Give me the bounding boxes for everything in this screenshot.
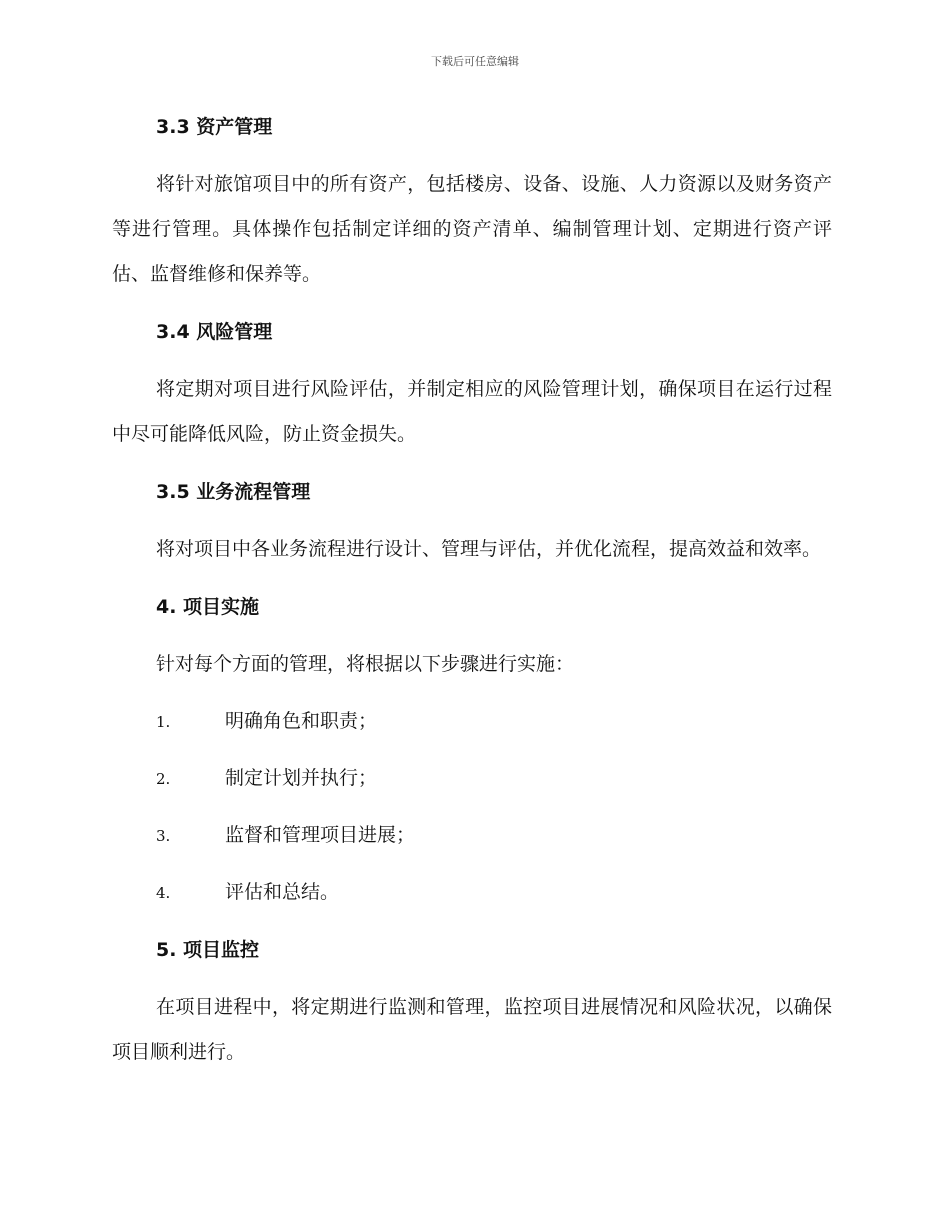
- section-heading-3-4: 3.4 风险管理: [156, 321, 273, 343]
- section-paragraph-3-4: 将定期对项目进行风险评估，并制定相应的风险管理计划，确保项目在运行过程中尽可能降低风险，防止资金损失。: [112, 378, 832, 445]
- section-paragraph-4: 针对每个方面的管理，将根据以下步骤进行实施：: [156, 653, 575, 675]
- list-item-number: 1.: [156, 713, 171, 731]
- list-item: [112, 813, 832, 858]
- section-heading-3-3: 3.3 资产管理: [156, 116, 273, 138]
- section-heading-5: 5. 项目监控: [156, 939, 260, 961]
- list-item: [112, 756, 832, 801]
- header-note: 下载后可任意编辑: [431, 55, 519, 68]
- section-paragraph-5: 在项目进程中，将定期进行监测和管理，监控项目进展情况和风险状况，以确保项目顺利进行。: [112, 996, 832, 1063]
- section-heading-3-5: 3.5 业务流程管理: [156, 481, 311, 503]
- section-paragraph-3-3: 将针对旅馆项目中的所有资产，包括楼房、设备、设施、人力资源以及财务资产等进行管理。具体操作包括制定详细的资产清单、编制管理计划、定期进行资产评估、监督维修和保养等。: [112, 173, 832, 285]
- list-item-text: 明确角色和职责；: [225, 710, 378, 732]
- implementation-steps-list: [112, 699, 832, 915]
- list-item-text: 评估和总结。: [225, 881, 340, 903]
- document-body: [112, 104, 832, 1075]
- list-item: [112, 870, 832, 915]
- section-paragraph-3-5: 将对项目中各业务流程进行设计、管理与评估，并优化流程，提高效益和效率。: [156, 538, 822, 560]
- list-item-number: 2.: [156, 770, 171, 788]
- list-item-text: 制定计划并执行；: [225, 767, 378, 789]
- list-item-number: 4.: [156, 884, 171, 902]
- section-heading-4: 4. 项目实施: [156, 596, 260, 618]
- list-item-number: 3.: [156, 827, 171, 845]
- list-item-text: 监督和管理项目进展；: [225, 824, 416, 846]
- list-item: [112, 699, 832, 744]
